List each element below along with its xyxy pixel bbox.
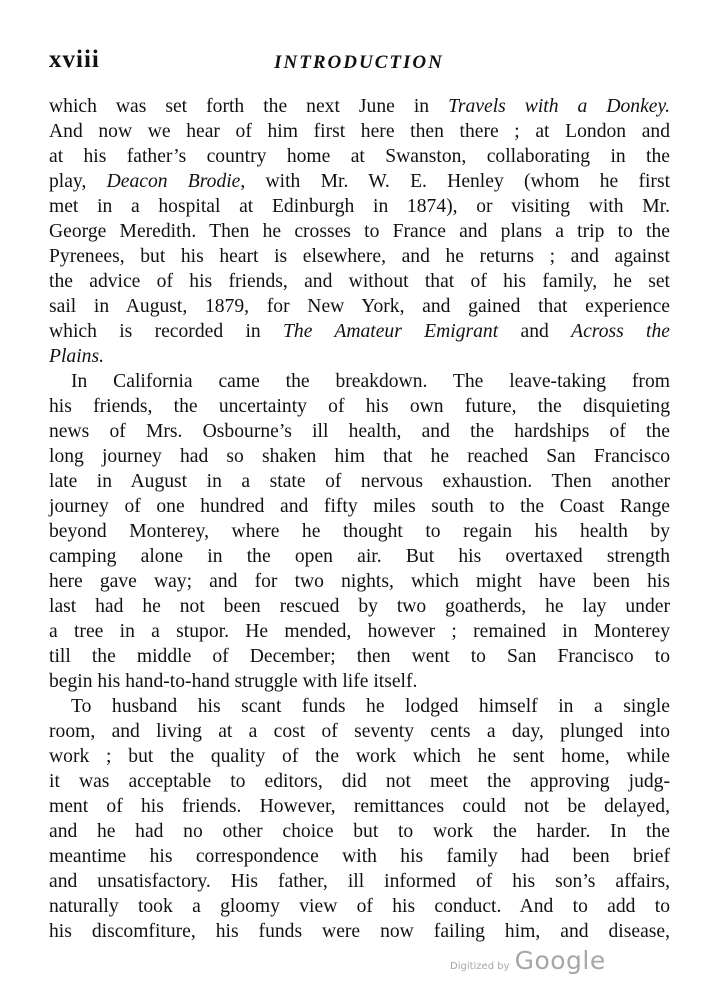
- text-line: last had he not been rescued by two goatherds, he lay under: [49, 596, 670, 617]
- text-line: George Meredith. Then he crosses to France and plans a trip to the: [49, 221, 670, 242]
- text-line: his discomfiture, his funds were now failing him, and disease,: [49, 921, 670, 942]
- text-line: met in a hospital at Edinburgh in 1874), or visiting with Mr.: [49, 196, 670, 217]
- text-line: room, and living at a cost of seventy cents a day, plunged into: [49, 721, 670, 742]
- text-line: it was acceptable to editors, did not meet the approving judg-: [49, 771, 670, 792]
- text-line: beyond Monterey, where he thought to regain his health by: [49, 521, 670, 542]
- google-logo: Google: [514, 946, 606, 975]
- text-line: his friends, the uncertainty of his own future, the disquieting: [49, 396, 670, 417]
- text-line: the advice of his friends, and without that of his family, he set: [49, 271, 670, 292]
- text-line: and unsatisfactory. His father, ill informed of his son’s affairs,: [49, 871, 670, 892]
- text-line: and he had no other choice but to work the harder. In the: [49, 821, 670, 842]
- text-line: camping alone in the open air. But his overtaxed strength: [49, 546, 670, 567]
- text-line: To husband his scant funds he lodged himself in a single: [71, 696, 670, 717]
- text-line: late in August in a state of nervous exhaustion. Then another: [49, 471, 670, 492]
- text-line: meantime his correspondence with his family had been brief: [49, 846, 670, 867]
- text-line: [49, 344, 670, 369]
- book-title: The Amateur Emigrant: [283, 321, 499, 342]
- text-line: news of Mrs. Osbourne’s ill health, and the hardships of the: [49, 421, 670, 442]
- text-line: which is recorded in The Amateur Emigrant and Across the: [49, 321, 670, 342]
- text-line: till the middle of December; then went to San Francisco to: [49, 646, 670, 667]
- text-line: journey of one hundred and fifty miles south to the Coast Range: [49, 496, 670, 517]
- book-title: Across the: [571, 321, 670, 342]
- text-line: ment of his friends. However, remittances could not be delayed,: [49, 796, 670, 817]
- book-title: Plains.: [49, 346, 104, 367]
- text-line: at his father’s country home at Swanston, collaborating in the: [49, 146, 670, 167]
- text-line: And now we hear of him first here then there ; at London and: [49, 121, 670, 142]
- running-head: INTRODUCTION: [274, 52, 444, 73]
- google-digitized-watermark: [450, 946, 606, 975]
- page-header: [49, 46, 669, 86]
- play-title: Deacon Brodie: [106, 171, 241, 192]
- text-line: Pyrenees, but his heart is elsewhere, and he returns ; and against: [49, 246, 670, 267]
- page-number: xviii: [49, 46, 100, 73]
- text-line: which was set forth the next June in Travels with a Donkey.: [49, 96, 670, 117]
- text-line: play, Deacon Brodie, with Mr. W. E. Henley (whom he first: [49, 171, 671, 192]
- text-line: naturally took a gloomy view of his conduct. And to add to: [49, 896, 670, 917]
- text-line: sail in August, 1879, for New York, and gained that experience: [49, 296, 670, 317]
- book-title: Travels with a Donkey.: [448, 96, 670, 117]
- body-text: [49, 94, 670, 944]
- text-line: long journey had so shaken him that he reached San Francisco: [49, 446, 670, 467]
- text-line: work ; but the quality of the work which he sent home, while: [49, 746, 670, 767]
- text-line: a tree in a stupor. He mended, however ; remained in Monterey: [49, 621, 670, 642]
- text-line: here gave way; and for two nights, which might have been his: [49, 571, 670, 592]
- text-line: begin his hand-to-hand struggle with life itself.: [49, 671, 418, 692]
- text-line: In California came the breakdown. The leave-taking from: [71, 371, 670, 392]
- watermark-prefix: Digitized by: [450, 961, 510, 972]
